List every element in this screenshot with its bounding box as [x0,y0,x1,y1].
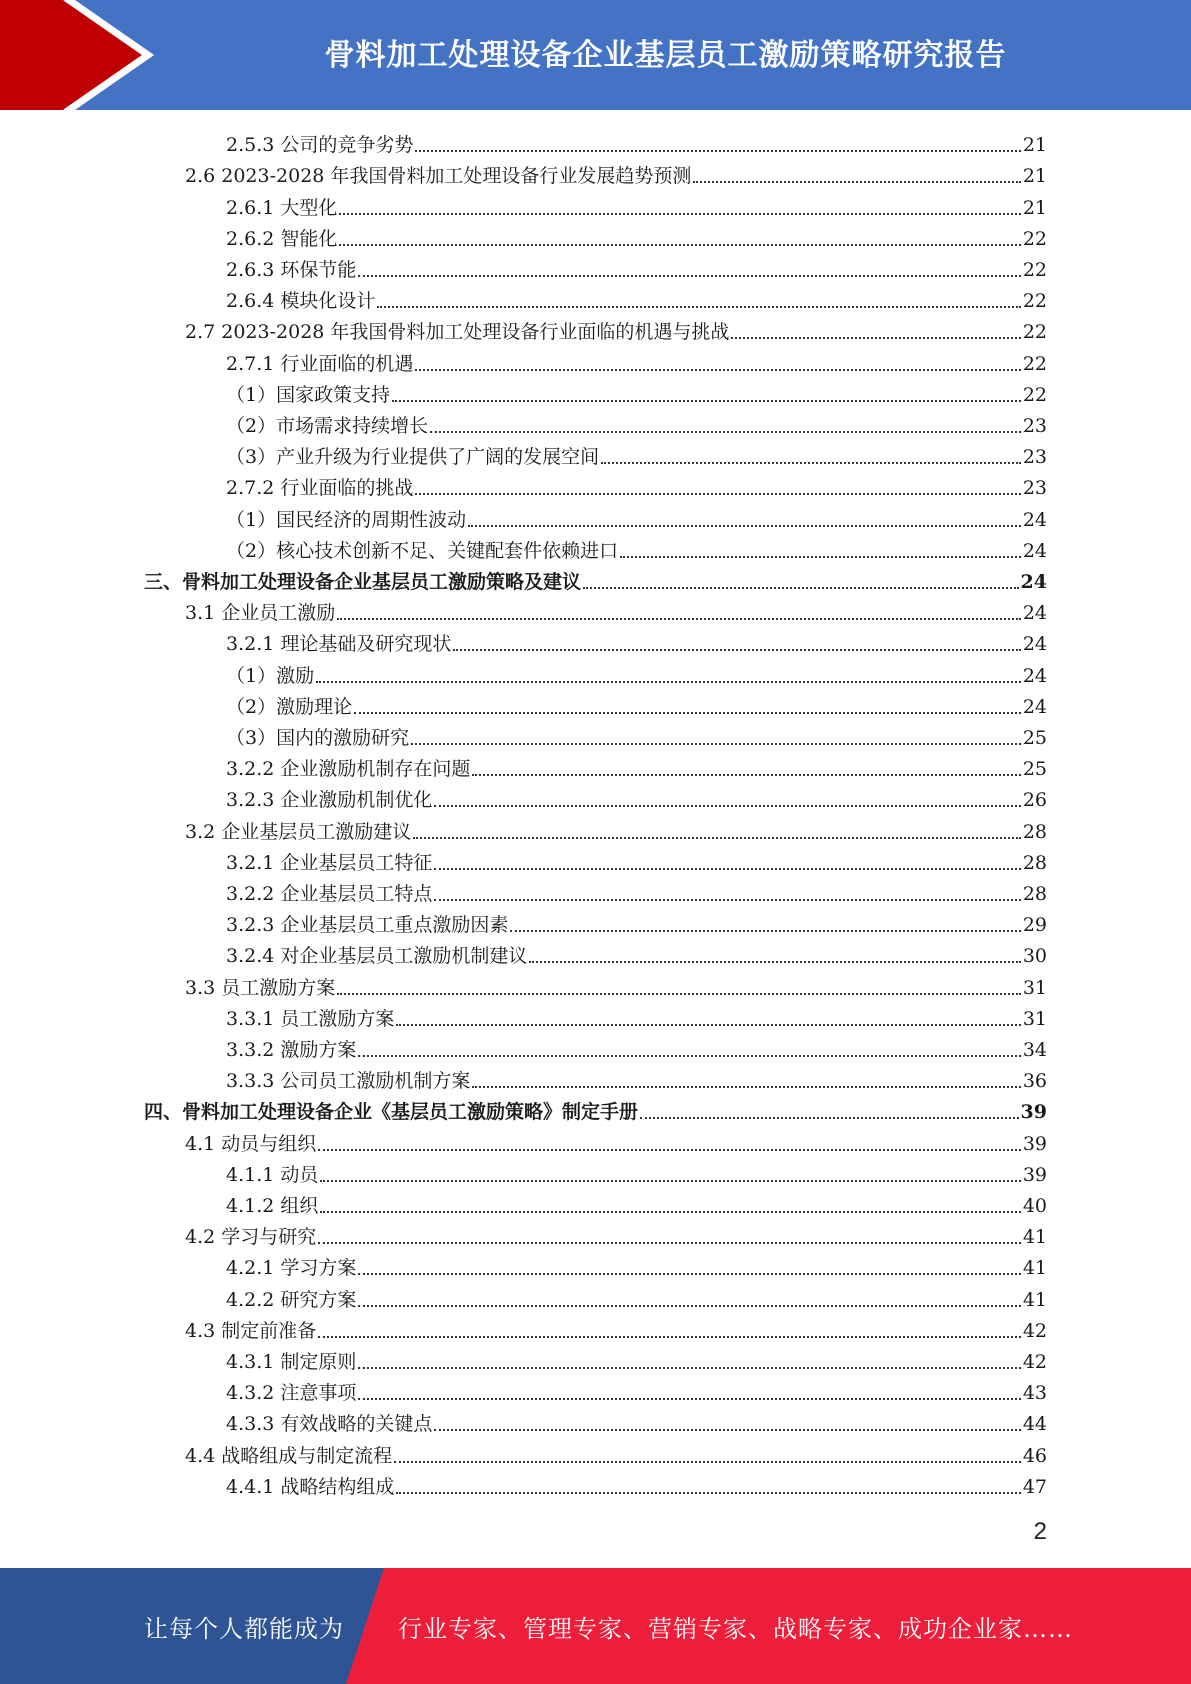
toc-entry[interactable] [226,533,1047,564]
toc-entry-label: 4.3 制定前准备 [185,1319,317,1342]
toc-dot-leader [358,1367,1020,1369]
toc-dot-leader [413,837,1021,839]
toc-entry-label: 3.1 企业员工激励 [185,602,336,625]
page-title: 骨料加工处理设备企业基层员工激励策略研究报告 [324,38,1007,73]
toc-entry-page: 24 [1020,570,1047,593]
toc-entry[interactable] [226,1469,1047,1500]
toc-entry-label: 4.2.1 学习方案 [226,1257,357,1280]
toc-entry[interactable] [226,876,1047,907]
toc-entry-label: 2.6.1 大型化 [226,196,338,219]
toc-entry[interactable] [226,782,1047,813]
toc-dot-leader [318,1336,1021,1338]
toc-dot-leader [434,899,1020,901]
toc-entry[interactable] [185,813,1047,844]
toc-entry[interactable] [226,1375,1047,1406]
toc-entry-label: 3.2.4 对企业基层员工激励机制建议 [226,945,528,968]
toc-entry-label: 4.3.2 注意事项 [226,1382,357,1405]
toc-entry[interactable] [226,283,1047,314]
toc-dot-leader [640,1117,1019,1119]
toc-dot-leader [339,244,1020,246]
toc-entry-page: 22 [1022,227,1047,250]
toc-entry-label: 4.1 动员与组织 [185,1132,317,1155]
toc-entry-label: 3.3 员工激励方案 [185,976,336,999]
toc-dot-leader [320,1180,1020,1182]
toc-entry-label: 4.2 学习与研究 [185,1226,317,1249]
toc-dot-leader [434,805,1020,807]
toc-entry-label: 3.2.2 企业基层员工特点 [226,882,433,905]
toc-entry-page: 41 [1022,1226,1047,1249]
toc-entry-label: 3.2.3 企业基层员工重点激励因素 [226,914,509,937]
toc-dot-leader [354,712,1021,714]
toc-entry-label: （2）核心技术创新不足、关键配套件依赖进口 [226,539,619,562]
toc-entry-page: 42 [1022,1319,1047,1342]
toc-entry-label: 4.4 战略组成与制定流程 [185,1444,393,1467]
toc-entry[interactable] [226,501,1047,532]
toc-entry-label: 4.2.2 研究方案 [226,1288,357,1311]
toc-dot-leader [415,150,1020,152]
toc-entry[interactable] [226,1063,1047,1094]
toc-entry[interactable] [226,1406,1047,1437]
toc-entry-label: 3.3.1 员工激励方案 [226,1007,395,1030]
toc-entry[interactable] [226,626,1047,657]
toc-entry-page: 23 [1022,414,1047,437]
toc-dot-leader [583,587,1019,589]
toc-dot-leader [620,556,1021,558]
toc-entry-page: 21 [1022,196,1047,219]
toc-dot-leader [396,1492,1020,1494]
toc-entry-label: 3.3.2 激励方案 [226,1038,357,1061]
header-banner [0,0,1191,110]
toc-entry-label: （1）激励 [226,664,315,687]
toc-entry[interactable] [226,345,1047,376]
toc-dot-leader [396,1024,1020,1026]
toc-dot-leader [529,961,1020,963]
toc-entry-page: 39 [1022,1132,1047,1155]
toc-entry[interactable] [226,1250,1047,1281]
toc-entry-label: 3.2.2 企业激励机制存在问题 [226,758,471,781]
toc-dot-leader [316,681,1021,683]
toc-entry-page: 25 [1022,726,1047,749]
toc-entry-page: 43 [1022,1382,1047,1405]
toc-entry-label: （1）国民经济的周期性波动 [226,508,467,531]
toc-entry[interactable] [226,439,1047,470]
toc-entry[interactable] [226,1032,1047,1063]
toc-entry-page: 30 [1022,945,1047,968]
toc-entry-page: 22 [1022,258,1047,281]
toc-entry-page: 22 [1022,352,1047,375]
toc-entry-page: 24 [1022,695,1047,718]
toc-entry-label: 2.7 2023-2028 年我国骨料加工处理设备行业面临的机遇与挑战 [185,321,730,344]
toc-entry-page: 31 [1022,1007,1047,1030]
toc-entry-label: 4.1.2 组织 [226,1194,319,1217]
toc-dot-leader [731,337,1020,339]
toc-entry-label: 四、骨料加工处理设备企业《基层员工激励策略》制定手册 [144,1101,639,1124]
toc-entry-label: （3）产业升级为行业提供了广阔的发展空间 [226,446,600,469]
toc-entry-page: 21 [1022,165,1047,188]
toc-entry-page: 31 [1022,976,1047,999]
toc-entry-label: （2）激励理论 [226,695,353,718]
toc-dot-leader [472,1086,1020,1088]
toc-entry-label: 2.6 2023-2028 年我国骨料加工处理设备行业发展趋势预测 [185,165,692,188]
toc-entry-label: （3）国内的激励研究 [226,726,410,749]
toc-entry-label: 2.6.3 环保节能 [226,258,357,281]
toc-entry[interactable] [226,252,1047,283]
toc-entry[interactable] [144,1094,1047,1125]
toc-entry[interactable] [226,189,1047,220]
toc-entry[interactable] [226,1344,1047,1375]
toc-entry-page: 46 [1022,1444,1047,1467]
toc-entry-page: 41 [1022,1288,1047,1311]
toc-entry[interactable] [185,1219,1047,1250]
toc-entry[interactable] [226,377,1047,408]
toc-entry-label: 2.7.1 行业面临的机遇 [226,352,414,375]
toc-entry[interactable] [226,470,1047,501]
toc-dot-leader [358,1398,1020,1400]
toc-dot-leader [318,1149,1021,1151]
toc-dot-leader [377,306,1020,308]
toc-entry-page: 42 [1022,1350,1047,1373]
footer-slogan-right: 行业专家、管理专家、营销专家、战略专家、成功企业家…… [398,1614,1073,1643]
toc-entry[interactable] [185,969,1047,1000]
toc-dot-leader [468,525,1021,527]
toc-entry-label: 2.6.4 模块化设计 [226,290,376,313]
toc-entry-label: 4.3.1 制定原则 [226,1350,357,1373]
toc-dot-leader [337,618,1021,620]
toc-entry[interactable] [185,158,1047,189]
toc-entry-label: 2.6.2 智能化 [226,227,338,250]
toc-entry-page: 24 [1022,539,1047,562]
toc-entry-page: 36 [1022,1070,1047,1093]
toc-entry-page: 25 [1022,758,1047,781]
chevron-right-icon [0,0,160,110]
toc-entry-label: 2.5.3 公司的竞争劣势 [226,134,414,157]
toc-entry[interactable] [226,1001,1047,1032]
toc-entry-page: 22 [1022,383,1047,406]
toc-dot-leader [358,1305,1020,1307]
footer-slogan-left: 让每个人都能成为 [144,1614,344,1643]
toc-dot-leader [392,400,1021,402]
toc-entry[interactable] [226,907,1047,938]
toc-entry[interactable] [226,221,1047,252]
toc-dot-leader [434,1429,1020,1431]
toc-entry-label: 3.2.1 理论基础及研究现状 [226,633,452,656]
toc-entry-label: 3.2.3 企业激励机制优化 [226,789,433,812]
toc-entry-page: 24 [1022,633,1047,656]
toc-entry-label: 3.2 企业基层员工激励建议 [185,820,412,843]
toc-entry-page: 24 [1022,664,1047,687]
toc-entry-label: 4.1.1 动员 [226,1163,319,1186]
toc-entry-page: 22 [1022,290,1047,313]
toc-dot-leader [318,1242,1021,1244]
toc-dot-leader [339,213,1020,215]
toc-dot-leader [434,868,1020,870]
toc-entry-label: 2.7.2 行业面临的挑战 [226,477,414,500]
toc-entry[interactable] [226,751,1047,782]
toc-dot-leader [415,493,1020,495]
toc-entry[interactable] [226,1157,1047,1188]
toc-dot-leader [358,1273,1020,1275]
toc-entry[interactable] [226,720,1047,751]
toc-entry-page: 24 [1022,508,1047,531]
toc-entry-page: 23 [1022,477,1047,500]
toc-entry[interactable] [226,845,1047,876]
toc-entry[interactable] [226,657,1047,688]
toc-entry-label: 4.4.1 战略结构组成 [226,1475,395,1498]
toc-entry[interactable] [226,408,1047,439]
toc-dot-leader [472,774,1020,776]
toc-dot-leader [430,431,1021,433]
toc-entry[interactable] [226,1281,1047,1312]
toc-entry-page: 47 [1022,1475,1047,1498]
toc-entry-page: 28 [1022,820,1047,843]
toc-entry-page: 22 [1022,321,1047,344]
toc-entry-page: 21 [1022,134,1047,157]
toc-dot-leader [320,1211,1020,1213]
toc-entry-label: （1）国家政策支持 [226,383,391,406]
toc-entry-page: 29 [1022,914,1047,937]
page-number: 2 [1033,1518,1047,1545]
toc-dot-leader [601,462,1021,464]
toc-dot-leader [337,993,1021,995]
toc-dot-leader [415,369,1020,371]
toc-entry-page: 39 [1020,1101,1047,1124]
toc-entry-page: 39 [1022,1163,1047,1186]
toc-entry-label: 3.3.3 公司员工激励机制方案 [226,1070,471,1093]
toc-entry-page: 44 [1022,1413,1047,1436]
toc-dot-leader [358,1055,1020,1057]
toc-entry-page: 23 [1022,446,1047,469]
toc-entry-page: 28 [1022,851,1047,874]
toc-entry[interactable] [185,595,1047,626]
toc-dot-leader [358,275,1020,277]
toc-entry-page: 26 [1022,789,1047,812]
toc-entry[interactable] [226,127,1047,158]
footer-banner [0,1568,1191,1684]
toc-entry-label: 三、骨料加工处理设备企业基层员工激励策略及建议 [144,570,582,593]
toc-entry-label: 3.2.1 企业基层员工特征 [226,851,433,874]
toc-entry-label: （2）市场需求持续增长 [226,414,429,437]
toc-dot-leader [453,649,1020,651]
toc-entry-page: 28 [1022,882,1047,905]
toc-entry[interactable] [185,1313,1047,1344]
toc-entry[interactable] [185,1125,1047,1156]
toc-entry-label: 4.3.3 有效战略的关键点 [226,1413,433,1436]
toc-entry[interactable] [226,938,1047,969]
toc-entry[interactable] [144,564,1047,595]
toc-dot-leader [693,181,1020,183]
toc-entry[interactable] [185,314,1047,345]
toc-entry-page: 34 [1022,1038,1047,1061]
toc-entry-page: 41 [1022,1257,1047,1280]
toc-dot-leader [510,930,1020,932]
toc-entry-page: 24 [1022,602,1047,625]
toc-entry[interactable] [185,1437,1047,1468]
toc-entry[interactable] [226,1188,1047,1219]
toc-dot-leader [411,743,1021,745]
toc-entry[interactable] [226,689,1047,720]
toc-entry-page: 40 [1022,1194,1047,1217]
toc-dot-leader [394,1461,1021,1463]
